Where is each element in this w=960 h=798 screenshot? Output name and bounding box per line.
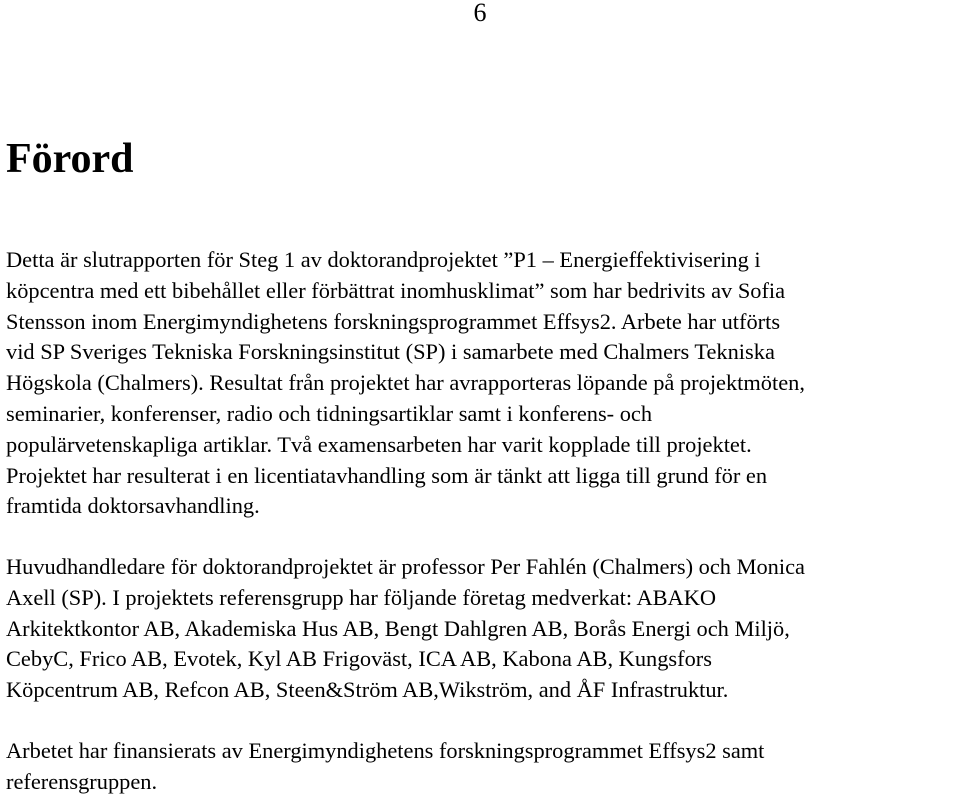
paragraph-line: populärvetenskapliga artiklar. Två examensarbeten har varit kopplade till projektet. [6,431,752,457]
paragraph-line: Huvudhandledare för doktorandprojektet är professor Per Fahlén (Chalmers) och Monica [6,554,805,579]
paragraph-line: Köpcentrum AB, Refcon AB, Steen&Ström AB,Wikström, and ÅF Infrastruktur. [6,677,729,703]
page-title: Förord [6,136,134,182]
paragraph-line: Axell (SP). I projektets referensgrupp har följande företag medverkat: ABAKO [6,584,717,610]
paragraph-line: vid SP Sveriges Tekniska Forskningsinstitut (SP) i samarbete med Chalmers Tekniska [6,339,775,365]
paragraph-line: Arkitektkontor AB, Akademiska Hus AB, Bengt Dahlgren AB, Borås Energi och Miljö, [6,615,790,641]
paragraph-intro [6,245,956,522]
paragraph-line: seminarier, konferenser, radio och tidningsartiklar samt i konferens- och [6,400,653,426]
paragraph-line: Detta är slutrapporten för Steg 1 av doktorandprojektet ”P1 – Energieffektivisering i [6,247,761,272]
paragraph-line: framtida doktorsavhandling. [6,493,260,519]
paragraph-line: köpcentra med ett bibehållet eller förbättrat inomhusklimat” som har bedrivits av Sofia [6,277,786,303]
paragraph-supervision [6,552,956,706]
page-number: 6 [473,0,487,27]
paragraph-line: Högskola (Chalmers). Resultat från projektet har avrapporteras löpande på projektmöten, [6,370,805,396]
paragraph-line: CebyC, Frico AB, Evotek, Kyl AB Frigoväst, ICA AB, Kabona AB, Kungsfors [6,646,712,672]
paragraph-line: Projektet har resulterat i en licentiatavhandling som är tänkt att ligga till grund för en [6,462,768,488]
paragraph-line: Stensson inom Energimyndighetens forskningsprogrammet Effsys2. Arbete har utförts [6,308,781,334]
paragraph-funding [6,736,956,798]
paragraph-line: referensgruppen. [6,768,158,794]
paragraph-line: Arbetet har finansierats av Energimyndighetens forskningsprogrammet Effsys2 samt [6,738,765,763]
